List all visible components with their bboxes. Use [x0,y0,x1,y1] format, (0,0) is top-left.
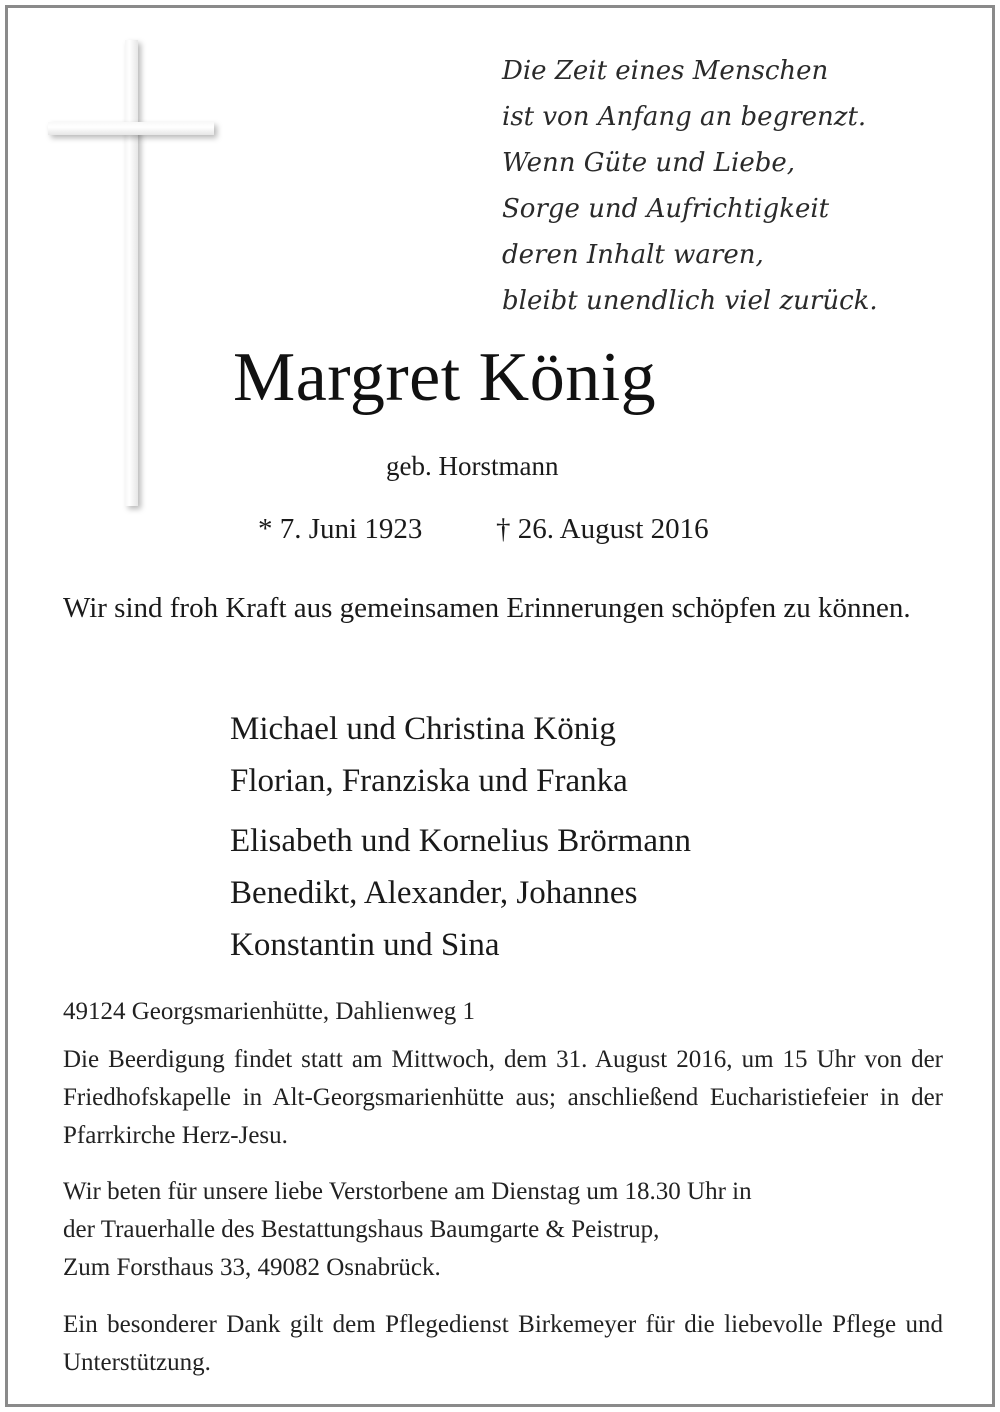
poem-line: Sorge und Aufrichtigkeit [502,194,830,224]
poem-line: Die Zeit eines Menschen [502,56,829,86]
family-line: Benedikt, Alexander, Johannes [230,875,638,911]
family-group-1 [230,703,930,807]
cross-vertical-beam [125,40,138,506]
family-line: Florian, Franziska und Franka [230,763,628,799]
family-line: Michael und Christina König [230,711,616,747]
prayer-line: der Trauerhalle des Bestattungshaus Baumgarte & Peistrup, [63,1216,660,1243]
thanks-notice: Ein besonderer Dank gilt dem Pflegedienst Birkemeyer für die liebevolle Pflege und Unterstützung. [63,1311,943,1376]
poem-line: bleibt unendlich viel zurück. [502,286,878,316]
address: 49124 Georgsmarienhütte, Dahlienweg 1 [63,998,475,1025]
poem [502,48,972,324]
maiden-name: geb. Horstmann [386,451,559,481]
mourning-message: Wir sind froh Kraft aus gemeinsamen Erinnerungen schöpfen zu können. [63,592,911,624]
family-line: Konstantin und Sina [230,927,500,963]
prayer-line: Zum Forsthaus 33, 49082 Osnabrück. [63,1254,441,1281]
deceased-name: Margret König [233,339,657,416]
family-group-2 [230,815,930,971]
prayer-line: Wir beten für unsere liebe Verstorbene am Dienstag um 18.30 Uhr in [63,1178,752,1205]
poem-line: deren Inhalt waren, [502,240,764,270]
family-line: Elisabeth und Kornelius Brörmann [230,823,692,859]
prayer-notice [63,1173,943,1287]
poem-line: Wenn Güte und Liebe, [502,148,796,178]
birth-date: * 7. Juni 1923 [258,513,423,545]
death-date: † 26. August 2016 [496,513,709,545]
obituary-notice [5,5,995,1407]
poem-line: ist von Anfang an begrenzt. [502,102,867,132]
funeral-notice: Die Beerdigung findet statt am Mittwoch, dem 31. August 2016, um 15 Uhr von der Friedhofskapelle in Alt-Georgsmarienhütte aus; anschließend Eucharistiefeier in der Pfarrkirche Herz-Jesu. [63,1046,943,1149]
cross-horizontal-beam [48,122,214,135]
